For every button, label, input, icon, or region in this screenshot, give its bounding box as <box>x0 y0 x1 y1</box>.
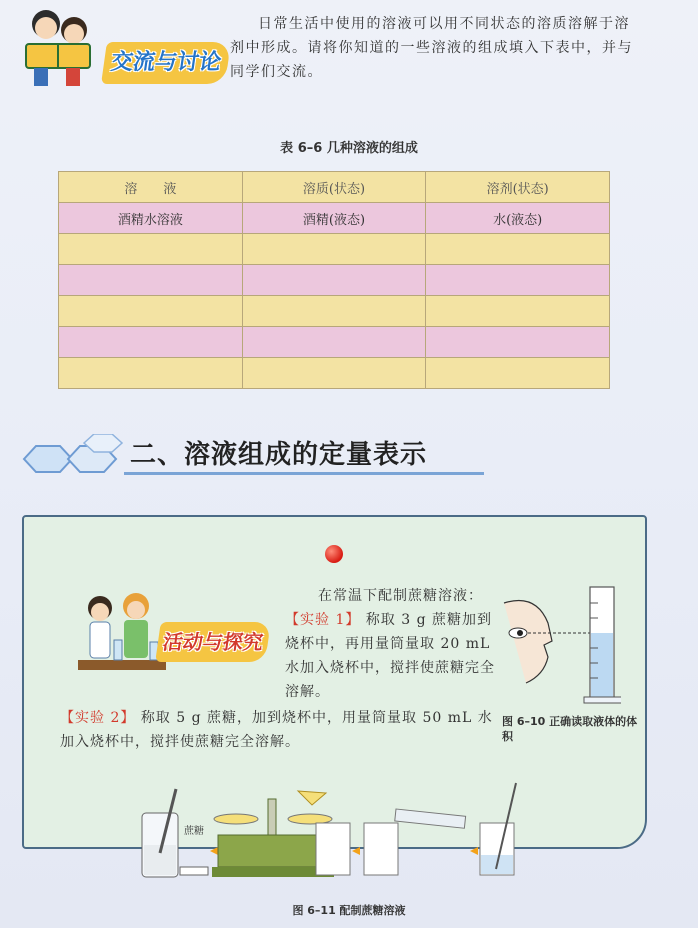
table-row <box>59 296 610 327</box>
activity-intro: 在常温下配制蔗糖溶液： <box>318 588 483 604</box>
experiment-1 <box>285 608 495 704</box>
table-cell[interactable] <box>59 327 243 358</box>
activity-badge <box>78 590 273 676</box>
experiment-2 <box>60 706 500 754</box>
activity-label: 活动与探究 <box>155 622 271 662</box>
table-cell[interactable]: 酒精(液态) <box>242 203 426 234</box>
table-row <box>59 203 610 234</box>
experiment-2-tag: 【实验 2】 <box>60 710 136 726</box>
table-cell[interactable] <box>242 234 426 265</box>
table-header-row <box>59 172 610 203</box>
table-row <box>59 327 610 358</box>
table-row <box>59 234 610 265</box>
table-cell[interactable]: 酒精水溶液 <box>59 203 243 234</box>
table-cell[interactable] <box>426 327 610 358</box>
solution-composition-table <box>58 171 610 389</box>
discussion-badge <box>18 4 223 90</box>
children-experiment-icon <box>78 590 168 676</box>
header-solvent: 溶剂(状态) <box>426 172 610 203</box>
red-ball-icon <box>325 545 343 563</box>
discussion-label: 交流与讨论 <box>101 42 231 84</box>
table-cell[interactable] <box>426 265 610 296</box>
sugar-label: 蔗糖 <box>184 826 204 837</box>
figure-6-11-caption: 图 6–11 配制蔗糖溶液 <box>292 904 406 917</box>
discussion-paragraph <box>230 12 640 84</box>
header-solute: 溶质(状态) <box>242 172 426 203</box>
reading-cylinder-figure <box>496 583 621 713</box>
experiment-1-text: 称取 3 g 蔗糖加到烧杯中，再用量筒量取 20 mL 水加入烧杯中，搅拌使蔗糖完全溶解。 <box>285 612 495 700</box>
section-title: 二、溶液组成的定量表示 <box>130 440 428 470</box>
children-reading-icon <box>18 4 108 90</box>
table-cell[interactable] <box>59 265 243 296</box>
hexagon-decoration-icon <box>22 434 132 484</box>
table-row <box>59 358 610 389</box>
discussion-text: 日常生活中使用的溶液可以用不同状态的溶质溶解于溶剂中形成。请将你知道的一些溶液的组成填入下表中，并与同学们交流。 <box>230 16 633 80</box>
experiment-2-text: 称取 5 g 蔗糖，加到烧杯中，用量筒量取 50 mL 水加入烧杯中，搅拌使蔗糖完全溶解。 <box>60 710 493 750</box>
table-row <box>59 265 610 296</box>
table-cell[interactable] <box>426 234 610 265</box>
header-solution: 溶 液 <box>59 172 243 203</box>
table-cell[interactable] <box>242 265 426 296</box>
table-cell[interactable] <box>59 234 243 265</box>
table-cell[interactable] <box>242 358 426 389</box>
table-cell[interactable] <box>59 296 243 327</box>
table-cell[interactable] <box>426 358 610 389</box>
experiment-1-tag: 【实验 1】 <box>285 612 361 628</box>
table-cell[interactable] <box>242 327 426 358</box>
table-cell[interactable] <box>426 296 610 327</box>
table-cell[interactable] <box>242 296 426 327</box>
figure-6-10-caption: 图 6–10 正确读取液体的体积 <box>502 715 638 743</box>
table-cell[interactable]: 水(液态) <box>426 203 610 234</box>
table-cell[interactable] <box>59 358 243 389</box>
section-underline <box>124 472 484 475</box>
table-caption: 表 6–6 几种溶液的组成 <box>280 141 418 156</box>
